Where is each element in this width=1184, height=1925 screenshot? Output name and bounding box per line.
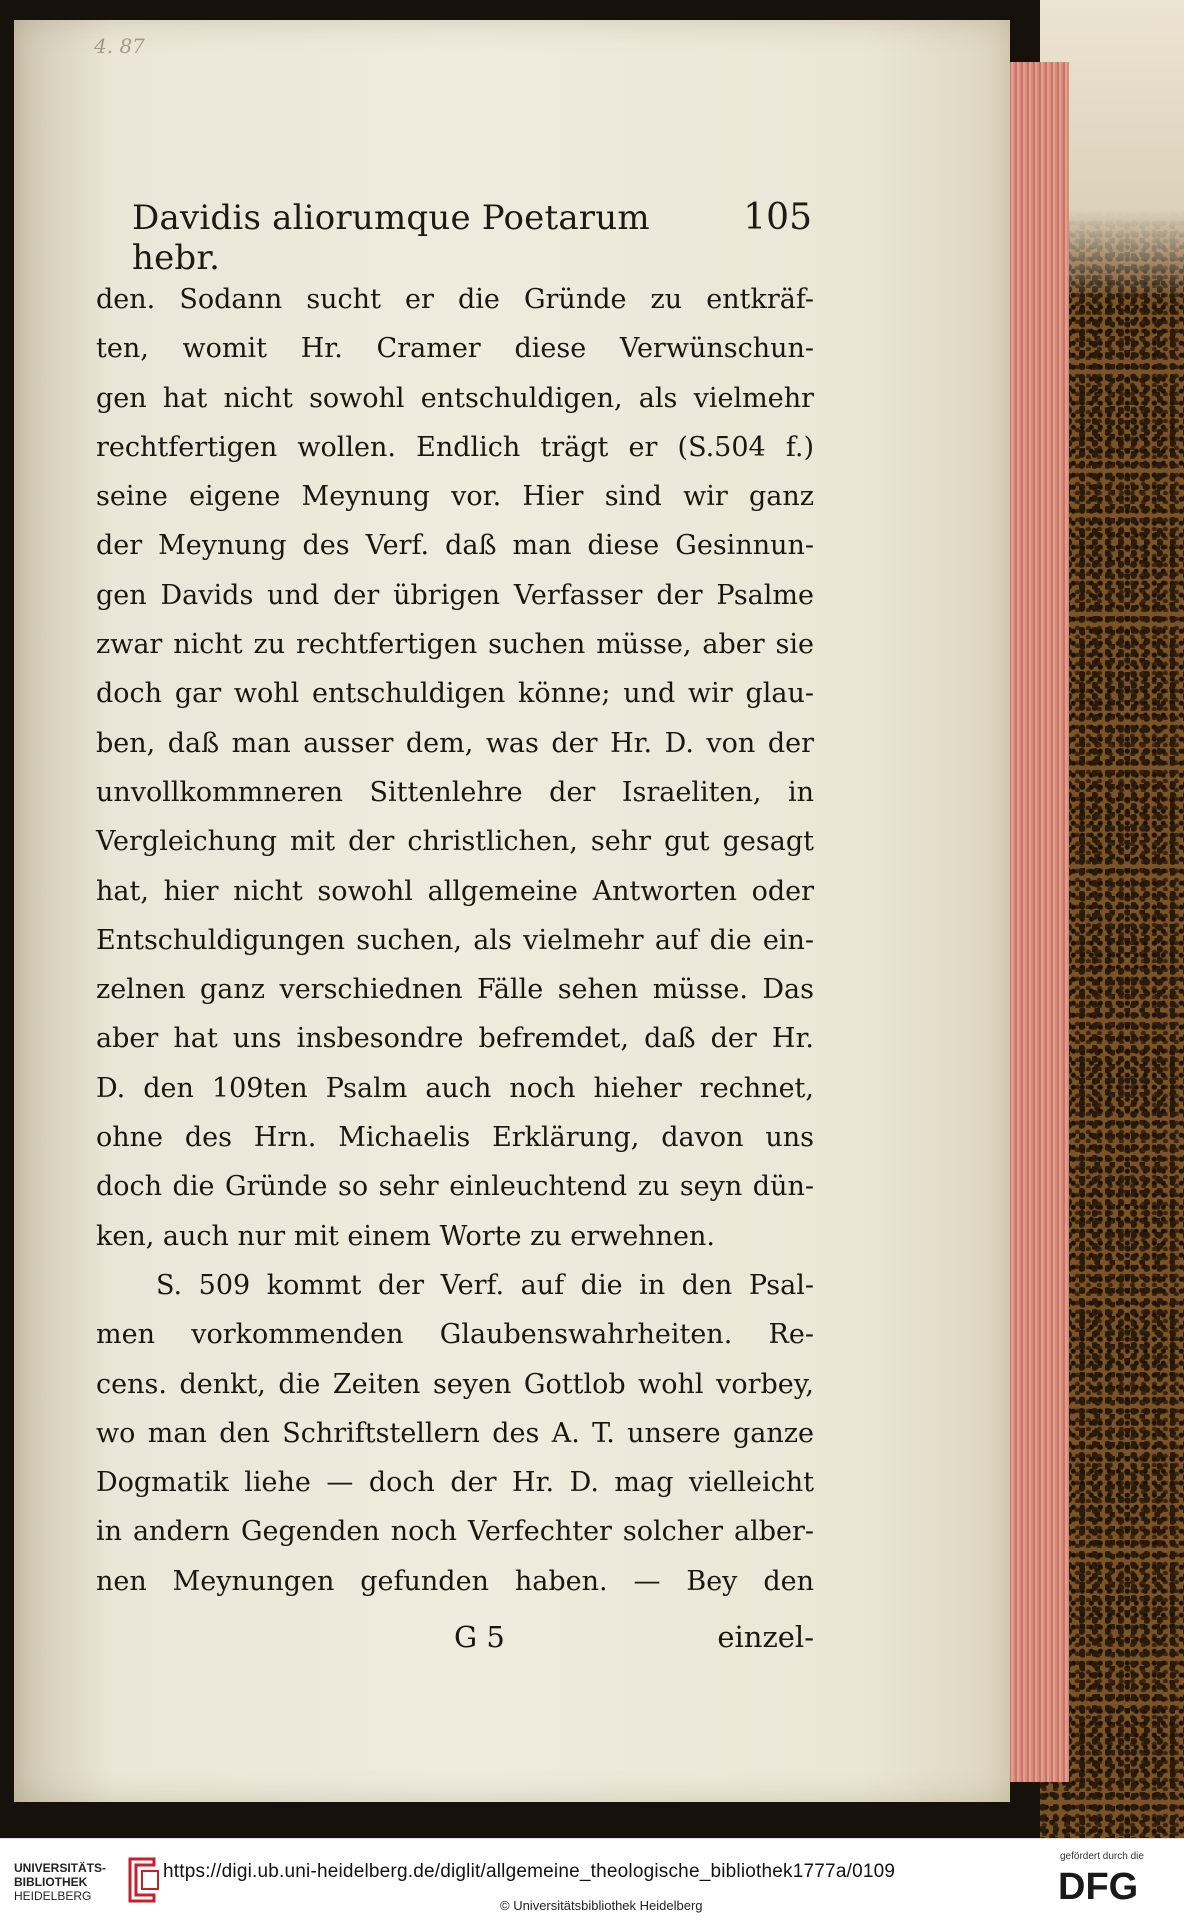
library-logo[interactable] <box>14 1861 126 1903</box>
text-line: zelnen ganz verschiednen Fälle sehen müsse. Das <box>96 974 814 1006</box>
text-line: zwar nicht zu rechtfertigen suchen müsse, aber sie <box>96 629 814 661</box>
text-line: gen hat nicht sowohl entschuldigen, als vielmehr <box>96 382 814 414</box>
library-name-line2: BIBLIOTHEK <box>14 1875 88 1889</box>
dfg-logo-text: DFG <box>1058 1866 1139 1905</box>
library-emblem-icon <box>124 1855 162 1905</box>
viewer-footer <box>0 1838 1184 1925</box>
text-line: doch gar wohl entschuldigen könne; und wir glau- <box>96 678 814 710</box>
funding-note: gefördert durch die <box>1060 1851 1144 1862</box>
text-line: doch die Gründe so sehr einleuchtend zu seyn dün- <box>96 1171 814 1203</box>
text-line: men vorkommenden Glaubenswahrheiten. Re- <box>96 1319 814 1351</box>
text-line: ohne des Hrn. Michaelis Erklärung, davon uns <box>96 1122 814 1154</box>
text-line: seine eigene Meynung vor. Hier sind wir ganz <box>96 481 814 513</box>
library-name-line1: UNIVERSITÄTS- <box>14 1861 107 1875</box>
text-line: hat, hier nicht sowohl allgemeine Antworten oder <box>96 875 814 907</box>
text-line: ten, womit Hr. Cramer diese Verwünschun- <box>96 333 814 365</box>
library-name-line3: HEIDELBERG <box>14 1889 92 1903</box>
body-text <box>96 275 814 1606</box>
text-line: in andern Gegenden noch Verfechter solcher alber- <box>96 1516 814 1548</box>
signature-mark: G 5 <box>454 1620 505 1654</box>
running-title: Davidis aliorumque Poetarum hebr. <box>132 198 650 278</box>
permalink-url[interactable]: https://digi.ub.uni-heidelberg.de/diglit/allgemeine_theologische_bibliothek1777a/0109 <box>163 1861 896 1882</box>
text-line: nen Meynungen gefunden haben. — Bey den <box>96 1565 814 1597</box>
catchword: einzel- <box>717 1620 814 1654</box>
text-line: den. Sodann sucht er die Gründe zu entkräf- <box>96 284 814 315</box>
text-line: ken, auch nur mit einem Worte zu erwehnen. <box>96 1220 715 1252</box>
text-line: D. den 109ten Psalm auch noch hieher rechnet, <box>96 1072 814 1104</box>
shelf-mark: 4. 87 <box>94 34 145 58</box>
text-line: gen Davids und der übrigen Verfasser der Psalme <box>96 579 814 611</box>
page-header <box>132 197 812 278</box>
dfg-logo <box>1056 1865 1166 1905</box>
text-line: S. 509 kommt der Verf. auf die in den Psal- <box>156 1269 814 1301</box>
text-line: rechtfertigen wollen. Endlich trägt er (S.504 f.) <box>96 431 814 463</box>
text-line: unvollkommneren Sittenlehre der Israeliten, in <box>96 776 814 808</box>
text-line: Dogmatik liehe — doch der Hr. D. mag vielleicht <box>96 1467 814 1499</box>
book-page <box>14 20 1010 1802</box>
text-line: wo man den Schriftstellern des A. T. unsere ganze <box>96 1417 814 1449</box>
page-edge-stack <box>1005 62 1069 1782</box>
text-line: aber hat uns insbesondre befremdet, daß der Hr. <box>96 1023 814 1055</box>
copyright-notice: © Universitätsbibliothek Heidelberg <box>500 1898 703 1913</box>
text-line: ben, daß man ausser dem, was der Hr. D. von der <box>96 727 814 759</box>
text-line: Entschuldigungen suchen, als vielmehr auf die ein- <box>96 924 814 956</box>
page-foot <box>454 1620 814 1670</box>
text-line: cens. denkt, die Zeiten seyen Gottlob wohl vorbey, <box>96 1368 814 1400</box>
page-number: 105 <box>743 197 812 238</box>
text-line: der Meynung des Verf. daß man diese Gesinnun- <box>96 530 814 562</box>
text-line: Vergleichung mit der christlichen, sehr gut gesagt <box>96 826 814 858</box>
